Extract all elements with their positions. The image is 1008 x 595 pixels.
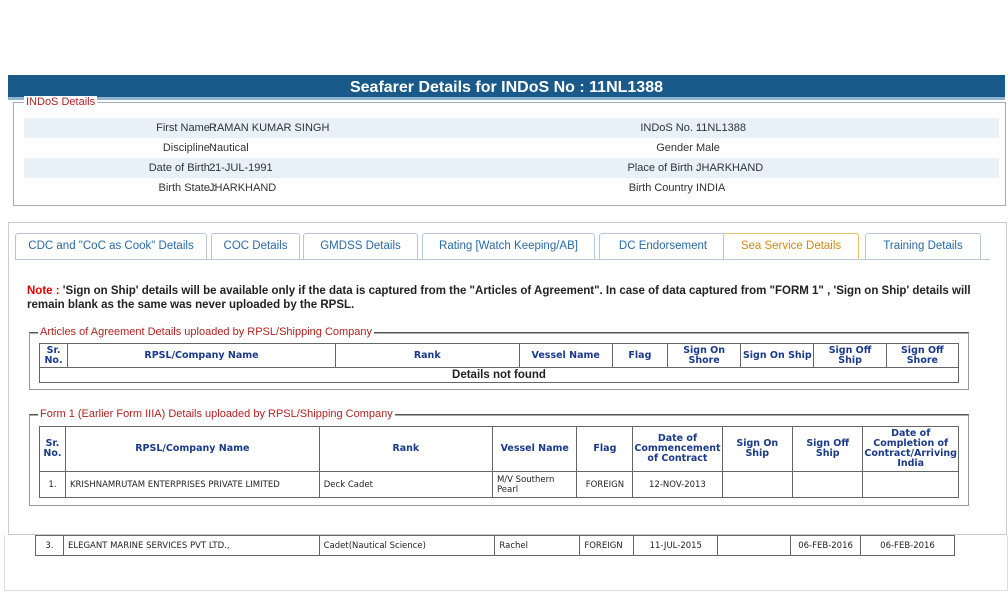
table-cell	[718, 536, 791, 556]
details-tab-panel	[8, 222, 1007, 535]
table-row	[40, 472, 959, 498]
table-cell: 3.	[36, 536, 64, 556]
indos-no-value: 11NL1388	[696, 122, 746, 134]
col-date-commencement: Date of Commencement of Contract	[633, 427, 722, 472]
first-name-value: RAMAN KUMAR SINGH	[209, 122, 330, 134]
col-flag: Flag	[577, 427, 633, 472]
col-company-name: RPSL/Company Name	[68, 344, 336, 368]
col-sr-no: Sr. No.	[40, 427, 66, 472]
gender-label: Gender :	[656, 142, 699, 154]
first-name-label: First Name :	[156, 122, 216, 134]
place-of-birth-value: JHARKHAND	[696, 162, 764, 174]
info-row	[24, 178, 999, 198]
table-cell: M/V Southern Pearl	[492, 472, 577, 498]
table-cell: 06-FEB-2016	[791, 536, 861, 556]
col-sign-on-shore: Sign On Shore	[668, 344, 741, 368]
page-title: Seafarer Details for INDoS No : 11NL1388	[8, 75, 1005, 100]
birth-state-label: Birth State :	[158, 182, 216, 194]
table-header-row	[40, 427, 959, 472]
dob-value: 21-JUL-1991	[209, 162, 273, 174]
col-sign-on-ship: Sign On Ship	[741, 344, 814, 368]
table-cell: FOREIGN	[580, 536, 634, 556]
articles-table	[39, 343, 959, 383]
birth-state-value: JHARKHAND	[209, 182, 277, 194]
form1-legend: Form 1 (Earlier Form IIIA) Details uploaded by RPSL/Shipping Company	[40, 408, 393, 420]
dob-label: Date of Birth :	[148, 162, 216, 174]
col-vessel-name: Vessel Name	[519, 344, 612, 368]
indos-details-legend: INDoS Details	[26, 96, 96, 108]
col-sign-off-ship: Sign Off Ship	[792, 427, 862, 472]
col-sign-off-ship: Sign Off Ship	[814, 344, 886, 368]
table-cell: 11-JUL-2015	[634, 536, 718, 556]
table-cell: FOREIGN	[577, 472, 633, 498]
table-row	[40, 368, 959, 383]
discipline-label: Discipline :	[162, 142, 216, 154]
col-sr-no: Sr. No.	[40, 344, 68, 368]
table-cell	[792, 472, 862, 498]
note-label: Note :	[27, 285, 60, 297]
tab-rating-watch-keeping[interactable]: Rating [Watch Keeping/AB]	[422, 233, 595, 259]
form1-table	[39, 426, 959, 498]
place-of-birth-label: Place of Birth :	[627, 162, 699, 174]
table-cell: Cadet(Nautical Science)	[319, 536, 495, 556]
table-header-row	[40, 344, 959, 368]
col-company-name: RPSL/Company Name	[65, 427, 319, 472]
col-flag: Flag	[612, 344, 667, 368]
col-vessel-name: Vessel Name	[492, 427, 577, 472]
note-body: 'Sign on Ship' details will be available only if the data is captured from the "Articles of Agreement". In case of data captured from "FORM 1" , 'Sign on Ship' details will remain blank as the same was never uploaded by the RPSL.	[27, 285, 971, 311]
table-row	[36, 536, 955, 556]
table-cell: 1.	[40, 472, 66, 498]
col-rank: Rank	[319, 427, 492, 472]
birth-country-label: Birth Country :	[628, 182, 699, 194]
table-cell: ELEGANT MARINE SERVICES PVT LTD.,	[63, 536, 319, 556]
tab-dc-endorsement[interactable]: DC Endorsement	[599, 233, 727, 259]
tab-training-details[interactable]: Training Details	[865, 233, 981, 259]
col-date-completion: Date of Completion of Contract/Arriving India	[863, 427, 959, 472]
table-cell: 12-NOV-2013	[633, 472, 722, 498]
table-cell: Rachel	[495, 536, 580, 556]
info-row	[24, 158, 999, 178]
indos-no-label: INDoS No. :	[640, 122, 699, 134]
tab-gmdss-details[interactable]: GMDSS Details	[303, 233, 418, 259]
note-text	[27, 284, 977, 312]
details-not-found: Details not found	[40, 368, 959, 383]
table-cell: Deck Cadet	[319, 472, 492, 498]
background-table	[35, 535, 955, 556]
tab-sea-service-details[interactable]: Sea Service Details	[723, 233, 859, 259]
table-cell: 06-FEB-2016	[861, 536, 955, 556]
col-sign-off-shore: Sign Off Shore	[886, 344, 958, 368]
birth-country-value: INDIA	[696, 182, 726, 194]
col-rank: Rank	[335, 344, 519, 368]
tab-cdc-coc-cook[interactable]: CDC and "CoC as Cook" Details	[15, 233, 207, 259]
tab-coc-details[interactable]: COC Details	[211, 233, 300, 259]
col-sign-on-ship: Sign On Ship	[722, 427, 792, 472]
indos-details-panel	[13, 96, 1006, 206]
table-cell	[863, 472, 959, 498]
info-row	[24, 118, 999, 138]
tab-divider	[15, 259, 990, 260]
articles-legend: Articles of Agreement Details uploaded by RPSL/Shipping Company	[40, 326, 373, 338]
discipline-value: Nautical	[209, 142, 249, 154]
info-row	[24, 138, 999, 158]
gender-value: Male	[696, 142, 720, 154]
table-cell: KRISHNAMRUTAM ENTERPRISES PRIVATE LIMITED	[65, 472, 319, 498]
table-cell	[722, 472, 792, 498]
